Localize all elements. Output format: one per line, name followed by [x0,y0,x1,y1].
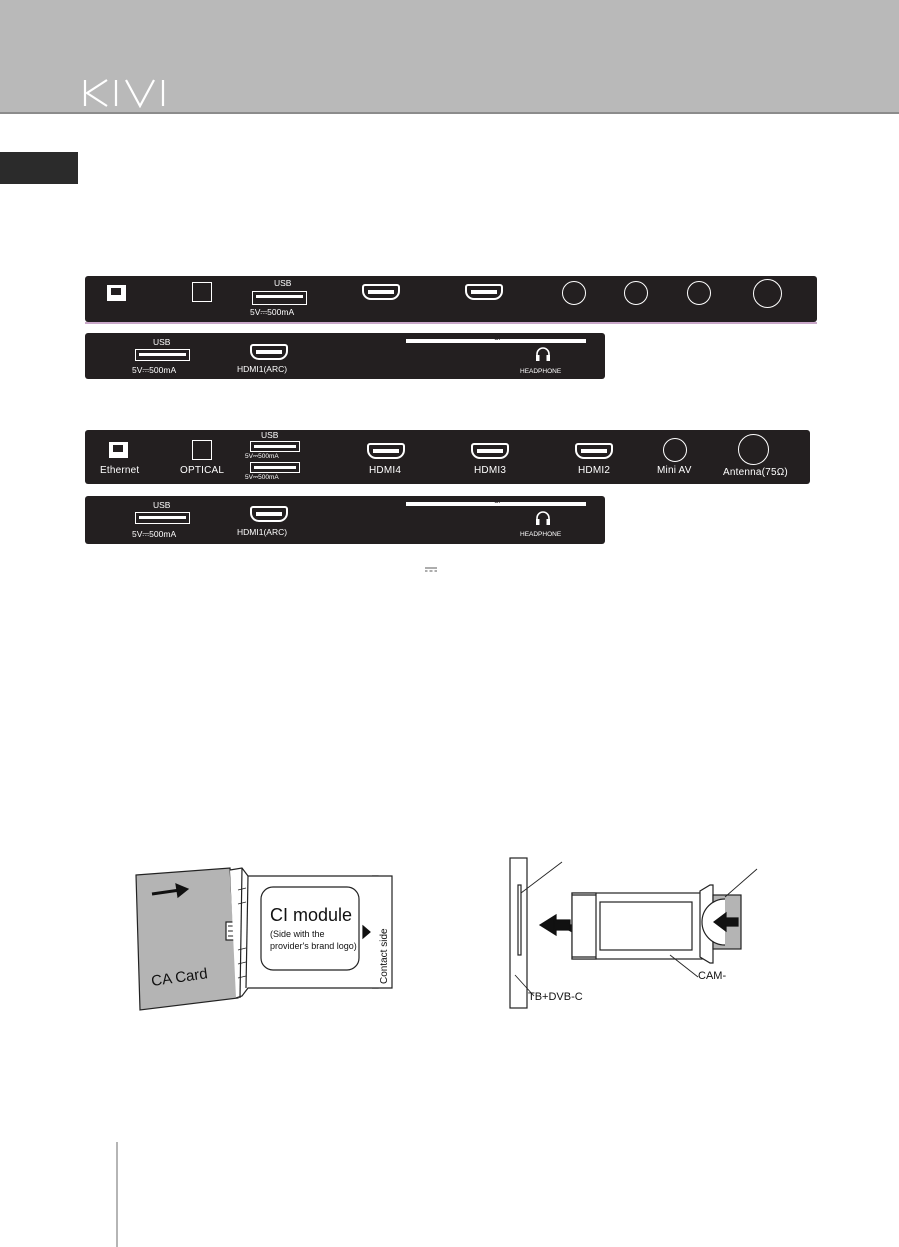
antenna-jack-icon [738,434,769,465]
hdmi4-label: HDMI4 [369,465,402,476]
svg-text:KIVI: KIVI [82,76,84,77]
ci-module-title: CI module [270,905,353,925]
cam-label: CAM- [698,970,727,982]
rear-panel-top [85,276,817,322]
ethernet-port-icon [109,442,128,458]
antenna-jack-icon [753,279,782,308]
headphone-icon [534,345,552,363]
usb-label: USB [261,430,279,440]
usb-power-label: 5V⎓500mA [132,365,177,375]
rear-panel-top-labeled [85,430,810,484]
usb-port-icon [252,291,307,305]
mini-av-jack-icon [663,438,687,462]
hdmi-port-icon [465,284,503,300]
ethernet-label: Ethernet [100,465,140,476]
hdmi-port-icon [471,443,509,459]
tv-dvbc-label: TB+DVB-C [528,991,583,1003]
ci-module-card-illustration [130,860,405,1015]
hdmi3-label: HDMI3 [474,465,507,476]
headphone-icon [534,509,552,527]
hdmi-port-icon [362,284,400,300]
header-divider [0,112,899,114]
dc-symbol-icon [424,567,438,573]
ci-module-note: (Side with the [270,929,325,939]
optical-port-icon [192,282,212,302]
ci-module-note: provider's brand logo) [270,941,357,951]
optical-label: OPTICAL [180,465,225,476]
usb-port-icon [135,512,190,524]
usb-power-label: 5V⎓500mA [250,307,295,317]
av-jack-icon [562,281,586,305]
margin-rule [116,1142,118,1247]
rear-panel-side [85,333,605,379]
ca-card-label: CA Card [150,965,209,990]
usb-port-icon [135,349,190,361]
usb-power-label: 5V⎓500mA [245,474,279,481]
section-tab [0,152,78,184]
ci-label: CI [494,498,501,505]
usb-label: USB [153,500,171,510]
hdmi-arc-label: HDMI1(ARC) [237,364,288,374]
hdmi-port-icon [367,443,405,459]
hdmi-port-icon [250,506,288,522]
cam-insertion-illustration [500,855,770,1015]
hdmi2-label: HDMI2 [578,465,611,476]
hdmi-port-icon [575,443,613,459]
usb-label: USB [274,278,292,288]
usb-power-label: 5V⎓500mA [132,529,177,539]
contact-side-label: Contact side [379,928,390,984]
optical-port-icon [192,440,212,460]
av-jack-icon [624,281,648,305]
usb-label: USB [153,337,171,347]
usb-port-icon [250,462,300,473]
headphone-label: HEADPHONE [520,368,562,375]
rear-panel-side-labeled [85,496,605,544]
hdmi-port-icon [250,344,288,360]
usb-port-icon [250,441,300,452]
headphone-label: HEADPHONE [520,531,562,538]
ethernet-port-icon [107,285,126,301]
hdmi-arc-label: HDMI1(ARC) [237,527,288,537]
antenna-label: Antenna(75Ω) [723,467,788,478]
usb-power-label: 5V⎓500mA [245,453,279,460]
mini-av-label: Mini AV [657,465,692,476]
ci-label: CI [494,335,501,342]
av-jack-icon [687,281,711,305]
kivi-logo [82,76,182,108]
